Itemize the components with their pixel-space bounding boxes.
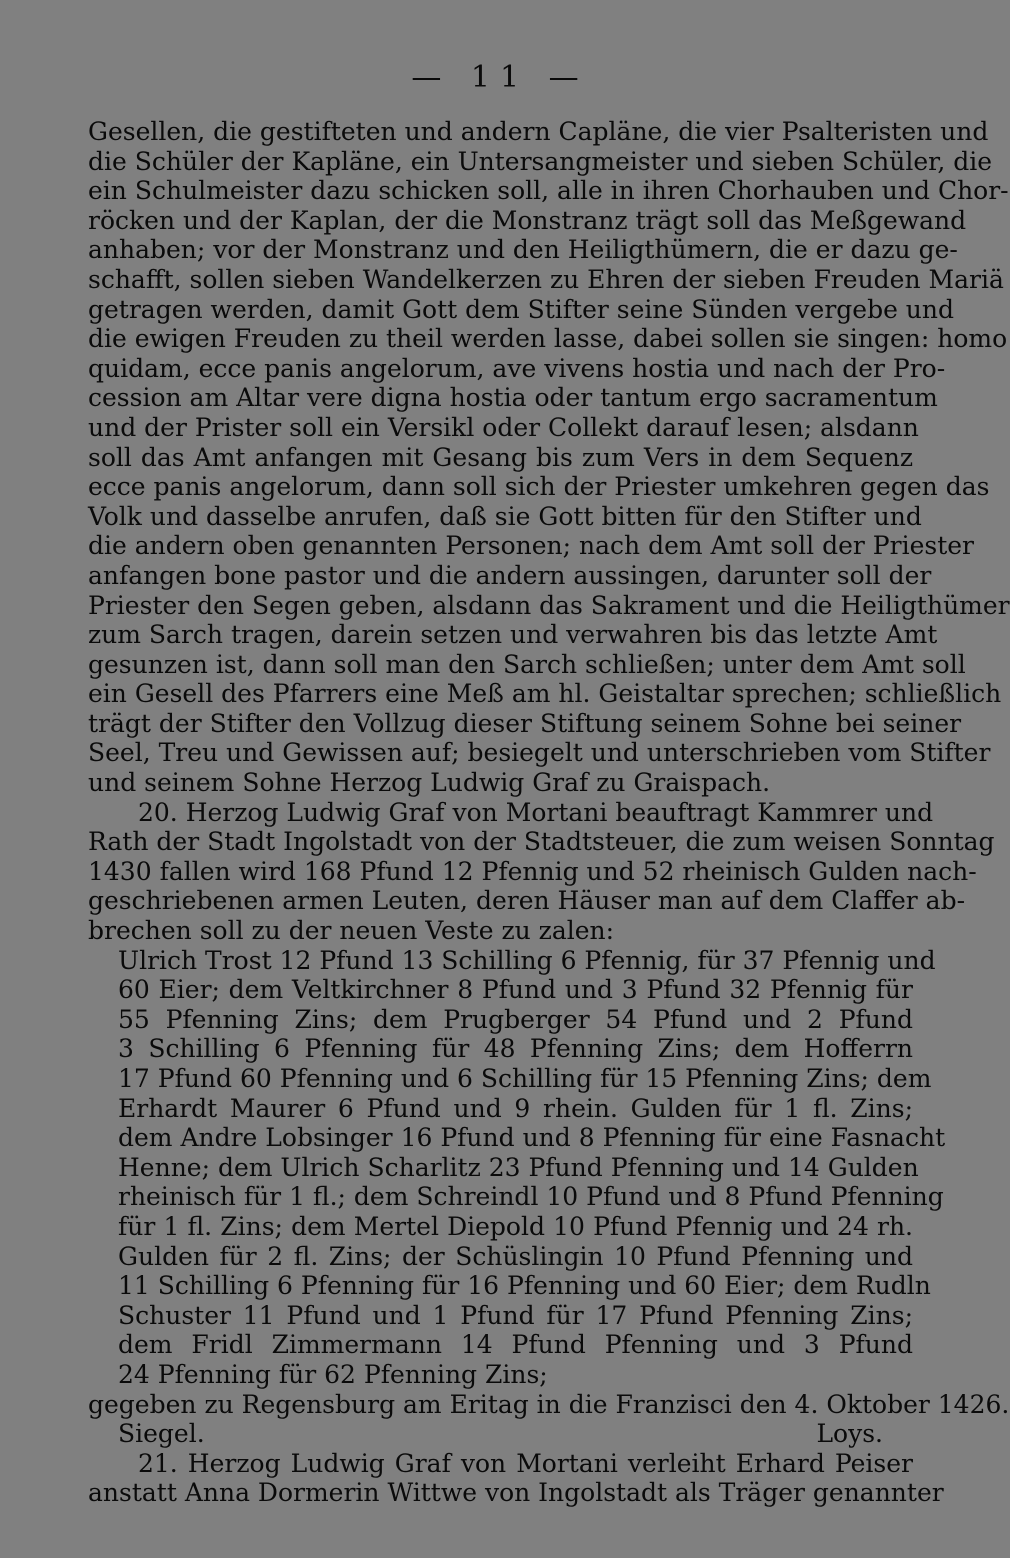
text-line: die ewigen Freuden zu theil werden lasse, dabei sollen sie singen: homo	[88, 324, 1008, 354]
list-line: rheinisch für 1 fl.; dem Schreindl 10 Pfund und 8 Pfund Pfenning	[118, 1182, 944, 1212]
text-line: schafft, sollen sieben Wandelkerzen zu Ehren der sieben Freuden Mariä	[88, 264, 1004, 294]
list-line: Schuster 11 Pfund und 1 Pfund für 17 Pfund Pfenning Zins;	[118, 1300, 913, 1330]
text-line: Seel, Treu und Gewissen auf; besiegelt und unterschrieben vom Stifter	[88, 738, 991, 768]
text-line: cession am Altar vere digna hostia oder tantum ergo sacramentum	[88, 383, 938, 413]
dating-line: gegeben zu Regensburg am Eritag in die Franzisci den 4. Oktober 1426.	[88, 1389, 1010, 1419]
text-line: geschriebenen armen Leuten, deren Häuser man auf dem Claffer ab-	[88, 886, 966, 916]
text-line: ein Schulmeister dazu schicken soll, alle in ihren Chorhauben und Chor-	[88, 176, 1009, 206]
paragraph-start-line: 21. Herzog Ludwig Graf von Mortani verleiht Erhard Peiser	[138, 1448, 913, 1478]
paragraph-start-line: 20. Herzog Ludwig Graf von Mortani beauftragt Kammrer und	[138, 797, 934, 827]
text-line: quidam, ecce panis angelorum, ave vivens hostia und nach der Pro-	[88, 353, 946, 383]
text-line: und der Prister soll ein Versikl oder Collekt darauf lesen; alsdann	[88, 412, 919, 442]
text-line: 1430 fallen wird 168 Pfund 12 Pfennig und 52 rheinisch Gulden nach-	[88, 856, 977, 886]
signer-name: Loys.	[816, 1419, 883, 1449]
text-line: gesunzen ist, dann soll man den Sarch schließen; unter dem Amt soll	[88, 649, 966, 679]
text-line: die Schüler der Kapläne, ein Untersangmeister und sieben Schüler, die	[88, 146, 993, 176]
list-line: Erhardt Maurer 6 Pfund und 9 rhein. Gulden für 1 fl. Zins;	[118, 1093, 913, 1123]
text-line: röcken und der Kaplan, der die Monstranz trägt soll das Meßgewand	[88, 205, 967, 235]
text-line: anstatt Anna Dormerin Wittwe von Ingolstadt als Träger genannter	[88, 1478, 944, 1508]
text-line: und seinem Sohne Herzog Ludwig Graf zu Graispach.	[88, 768, 771, 798]
text-line: zum Sarch tragen, darein setzen und verwahren bis das letzte Amt	[88, 620, 938, 650]
text-line: ein Gesell des Pfarrers eine Meß am hl. Geistaltar sprechen; schließlich	[88, 679, 1002, 709]
list-line: Henne; dem Ulrich Scharlitz 23 Pfund Pfenning und 14 Gulden	[118, 1152, 919, 1182]
text-line: anhaben; vor der Monstranz und den Heiligthümern, die er dazu ge-	[88, 235, 958, 265]
list-line: Ulrich Trost 12 Pfund 13 Schilling 6 Pfennig, für 37 Pfennig und	[118, 945, 936, 975]
text-line: brechen soll zu der neuen Veste zu zalen:	[88, 916, 615, 946]
list-line: 24 Pfenning für 62 Pfenning Zins;	[118, 1359, 548, 1389]
body-text	[88, 117, 1010, 1508]
text-line: trägt der Stifter den Vollzug dieser Stiftung seinem Sohne bei seiner	[88, 708, 962, 738]
text-line: Volk und dasselbe anrufen, daß sie Gott bitten für den Stifter und	[88, 501, 922, 531]
list-line: 60 Eier; dem Veltkirchner 8 Pfund und 3 Pfund 32 Pfennig für	[118, 975, 913, 1005]
seal-label: Siegel.	[118, 1419, 205, 1449]
text-line: Gesellen, die gestifteten und andern Capläne, die vier Psalteristen und	[88, 117, 989, 146]
page-number: — 11 —	[411, 60, 589, 95]
text-line: getragen werden, damit Gott dem Stifter seine Sünden vergebe und	[88, 294, 955, 324]
list-line: 3 Schilling 6 Pfenning für 48 Pfenning Zins; dem Hofferrn	[118, 1034, 913, 1064]
list-line: dem Fridl Zimmermann 14 Pfund Pfenning und 3 Pfund	[118, 1330, 913, 1360]
text-line: soll das Amt anfangen mit Gesang bis zum Vers in dem Sequenz	[88, 442, 913, 472]
text-line: Rath der Stadt Ingolstadt von der Stadtsteuer, die zum weisen Sonntag	[88, 827, 995, 857]
list-line: Gulden für 2 fl. Zins; der Schüslingin 10 Pfund Pfenning und	[118, 1241, 913, 1271]
list-line: 11 Schilling 6 Pfenning für 16 Pfenning und 60 Eier; dem Rudln	[118, 1271, 931, 1301]
list-line: 17 Pfund 60 Pfenning und 6 Schilling für 15 Pfenning Zins; dem	[118, 1064, 932, 1093]
list-line: 55 Pfenning Zins; dem Prugberger 54 Pfund und 2 Pfund	[118, 1004, 913, 1034]
text-line: die andern oben genannten Personen; nach dem Amt soll der Priester	[88, 531, 974, 561]
signature-line	[88, 1419, 913, 1449]
list-line: dem Andre Lobsinger 16 Pfund und 8 Pfenning für eine Fasnacht	[118, 1123, 946, 1153]
text-line: ecce panis angelorum, dann soll sich der Priester umkehren gegen das	[88, 472, 990, 502]
text-line: Priester den Segen geben, alsdann das Sakrament und die Heiligthümer	[88, 590, 1010, 620]
list-line: für 1 fl. Zins; dem Mertel Diepold 10 Pfund Pfennig und 24 rh.	[118, 1211, 913, 1241]
text-line: anfangen bone pastor und die andern aussingen, darunter soll der	[88, 560, 932, 590]
